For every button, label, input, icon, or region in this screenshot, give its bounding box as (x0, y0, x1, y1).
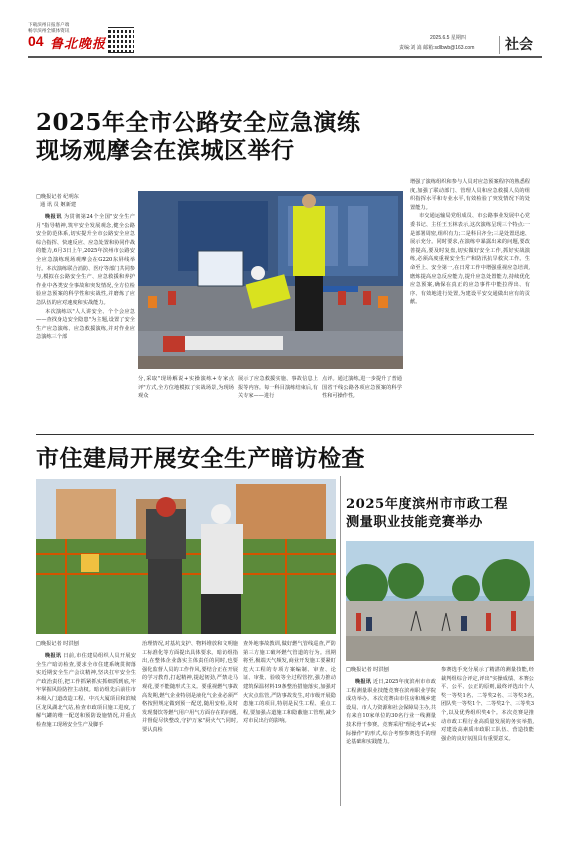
article1-col4-text: 点评。通过演练,进一步提升了普通国省干线公路各项应急预案的科学性和可操作性, (322, 376, 402, 400)
article2-col2-text: 治理情况,对基坑支护、物料堆放和文明施工标准化等方面提出具体要求。暗访组指出,在整体企业落实主体责任的同时,也要强化监督人员的工作作风,要结合正在开展的学习教育,打起精神,提起韧劲,严禁走马观花,要不能随形式主义。要重视燃气事故高发期,燃气企业特别是液化气企业必须严格按照规定做到预一配送,随用安检,及时发现餐饮等燃气用户用气方面存在的问题,并督促尽快整改,守护万家"厨火气";同时,要认真检 (142, 641, 238, 733)
article2-col2 (142, 640, 238, 735)
article2-col1-text: 日前,市住建局组织人员开展安全生产暗访检查,要求全市住建系统贯彻落实近期安全生产会议精神,坚决扛牢安全生产政治责任,把工作抓紧抓实抓细抓到底,牢牢掌握风险防控主动权。暗访组先后前往市本级入门道改造工程、中兴大厦项目和滨城区龙凤湖北气站,检查市政项目施工进度,了解气罐的维一配送和预防设施情况,并重点检查施工现场安全生产及脚手 (36, 653, 136, 728)
tagline-line-2: 畅享滨州全媒体资讯 (28, 28, 70, 33)
header-date: 2025.6.5 星期四 (430, 35, 466, 41)
article1-col5 (410, 178, 530, 307)
column-divider (340, 476, 341, 806)
article2-byline: □晚报记者 时洪刨 (36, 641, 79, 647)
header-rule (28, 56, 542, 58)
article1-col1-p1 (36, 213, 135, 308)
drill-scene-illustration (138, 191, 403, 369)
competition-scene-illustration (346, 541, 534, 661)
article2-col3 (243, 640, 336, 726)
article1-col1-p2: 本次演练以"人人讲安全、个个会应急——查找身边安全隐患"为主题,设置了安全生产应急演练、应急救援演练,并对作业应急演练三个部 (36, 308, 135, 341)
page-number: 04 (28, 33, 44, 49)
byline-reporter: □晚报记者 纪明东 (36, 194, 79, 200)
paper-name: 鲁北晚报 (50, 37, 107, 52)
article1-col5-p2: 市交通运输局党组成员、市公路事业发展中心党委书记、主任王玉林表示,这次演练呈现三个特点:一是部署周密,组织有力;二是科目齐全;三是处置迅速、展示充分。同时要求,在演练中暴露出来的问题,要改善提高,要及时复盘,切实做好安全工作,抓好实战演练,必须高度重视安全生产和防汛抗旱救灾工作。生命至上、安全第一,在日常工作中增强重视应急培训,磨炼提高应急反应能力,提升应急处置能力,持续优化应急预案,确保在真正的应急事件中能拉得出、有序、有效地进行处置,为建设平安交通做出应有的贡献。 (410, 213, 530, 306)
competition-photo (346, 541, 534, 661)
inspection-photo (36, 479, 336, 634)
drill-photo (138, 191, 403, 369)
article1-col3-text: 展示了应急救援实施、事故信息上报等内容。每一科目演练结束后,有关专家——进行 (238, 376, 318, 400)
section-name: 社会 (505, 37, 533, 53)
article2-col3-text: 查外地事故教训,做好燃气管线巡查,严防第三方施工破坏燃气管道的行为。汛期将至,极端天气频发,商业开发施工要紧盯危大工程的专项方案编制、审查、论证、审批、验收等全过程管控,强力推动建筑保温材料19条整治措施落实,加强对火灾点监管,严防事故发生,对市级开展隐患施工的项目,特别是民生工程、重点工程,要加强占道施工和隐蔽施工管理,减少对市民出行的影响。 (243, 641, 336, 725)
article3-col1 (346, 678, 436, 747)
article3-title-line1: 2025年度滨州市市政工程 (346, 497, 508, 512)
article1-title-line1: 2025年全市公路安全应急演练 (36, 109, 361, 136)
byline-correspondent: 通 讯 员 姬新建 (40, 202, 77, 208)
article1-title-line2: 现场观摩会在滨城区举行 (36, 137, 295, 164)
article3-byline: □晚报记者 时洪刨 (346, 667, 389, 673)
inspection-scene-illustration (36, 479, 336, 634)
article3-col1-text: 近日,2025年度滨州市市政工程测量职业技能竞赛在滨州职业学院成功举办。本次竞赛由市住房和城乡建设局、市人力资源和社会保障局主办,共有来自10家单位的30名行业一线测量技术骨干参赛。竞赛采用"理论考试+实际操作"的形式,综合考察参赛选手的理论基础和实践能力。 (346, 679, 436, 746)
article3-col2-text: 参赛选手充分展示了精湛的测量技能,经裁判组综合评定,评出"实操成绩、本赛公平、公平、公正的原则,最终评选出个人奖一等奖1名、二等奖2名、三等奖3名,团队奖一等奖1个、二等奖2个、三等奖3个,以及优秀组织奖4个。本次竞赛是推动市政工程行业高质量发展的务实举措,对建设高素质市政职工队伍、营造技能强企的良好氛围具有重要意义。 (441, 667, 534, 742)
tagline-line-1: 下载滨州日报客户端 (28, 22, 70, 27)
article1-col3 (238, 375, 318, 401)
article3-title-line2: 测量职业技能竞赛举办 (346, 515, 483, 530)
article3-col1-p1 (346, 678, 436, 747)
article1-col2-text: 分,采取"现场解说+实操演练+专家点评"方式,全方位地模拟了实战场景,为现场观众 (138, 376, 234, 400)
article1-col5-p1: 增强了演练组织和参与人员对应急预案程序的熟悉程度,加强了联动部门、管理人员和应急救援人员的组织指挥水平和专业水平,有效检验了突发情况下的处置能力。 (410, 179, 530, 211)
article3-lead: 晚报讯 (355, 679, 372, 685)
article1-col4 (322, 375, 402, 401)
article1-byline (36, 193, 136, 209)
section-divider (499, 36, 500, 54)
article2-col1 (36, 652, 136, 729)
article1-col1-p1-text: 为贯彻第24个全国"安全生产月"指导精神,筑牢安全发展观念,健全公路安全防范体系,切实提升全市公路安全应急综合指挥、快速反应、应急处置和协同作战的能力,6月3日上午,2025年滨州市公路安全应急演练现场观摩会在G220东屏线举行。本次演练联合消防、医疗等部门共同参与,模拟在公路安全生产、应急救援和养护作业中各类安全事故和突发情况,全方位检验应急预案的科学性和实战性,并磨炼了应急队伍的应对速度和实战能力。 (36, 214, 135, 306)
article3-col2 (441, 666, 534, 743)
article2-title: 市住建局开展安全生产暗访检查 (36, 445, 365, 472)
article1-lead: 晚报讯 (45, 214, 62, 220)
header-editor: 责编:刘 嵩 邮箱:sdlbwb@163.com (399, 45, 475, 51)
article1-col1 (36, 213, 135, 433)
qr-code-icon (108, 27, 134, 53)
article2-col1-p1 (36, 652, 136, 729)
article1-col2 (138, 375, 234, 401)
article2-lead: 晚报讯 (45, 653, 62, 659)
article-divider-1 (36, 434, 534, 435)
